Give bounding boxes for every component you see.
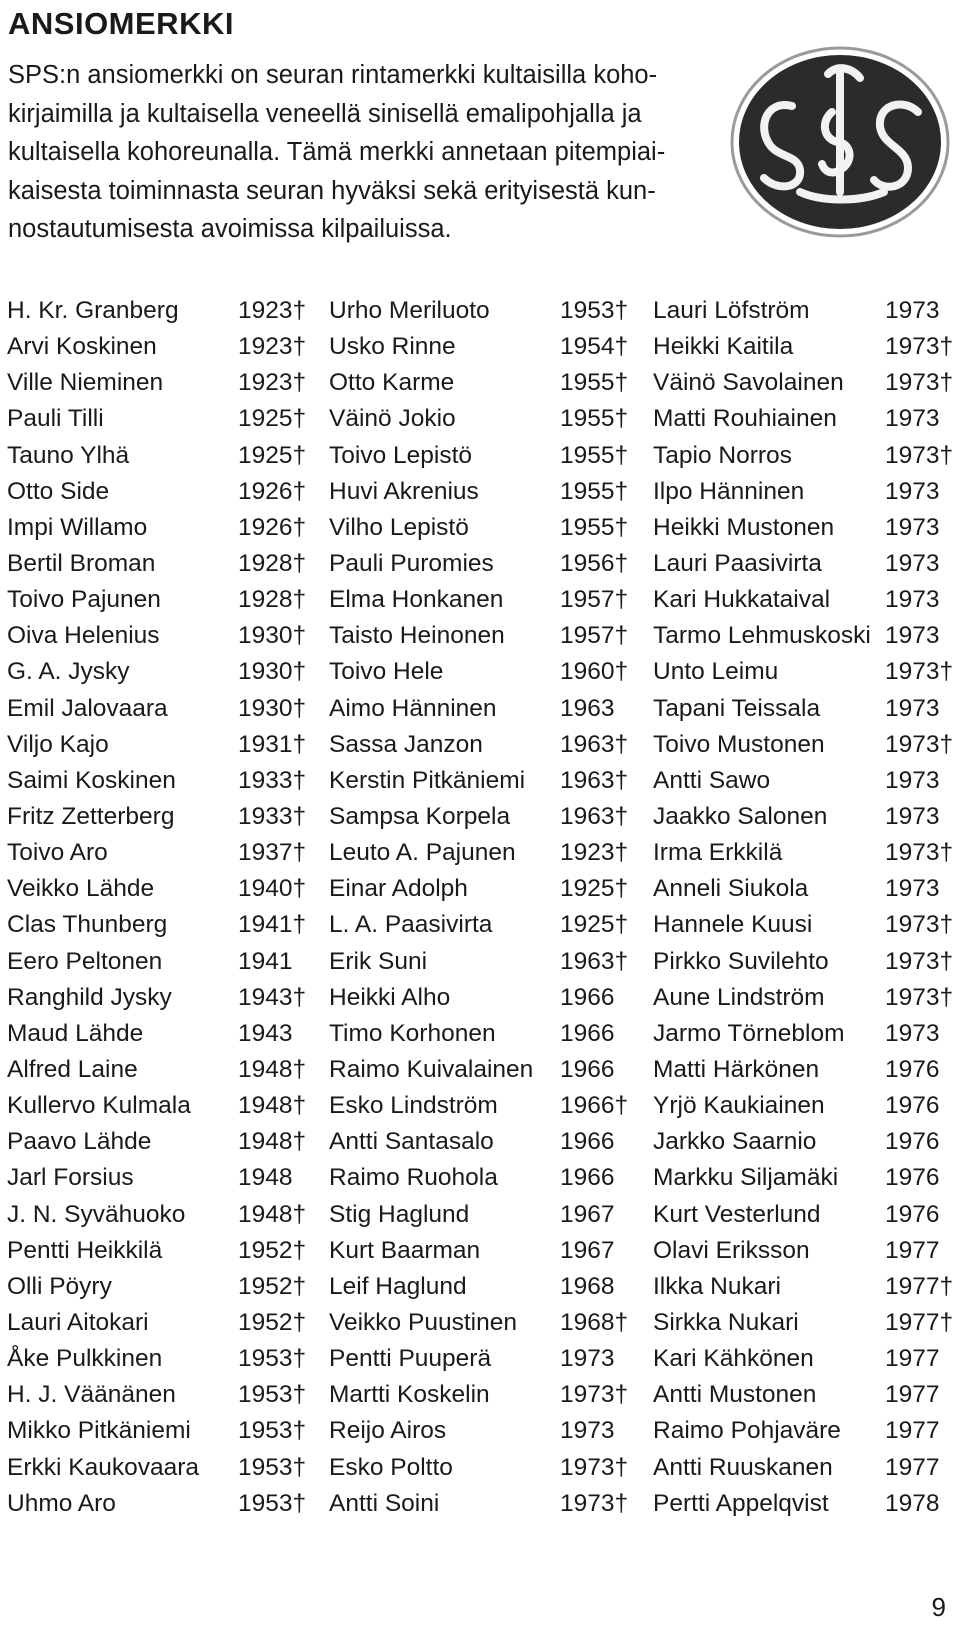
member-name: Olavi Eriksson <box>653 1236 810 1264</box>
member-year: 1941† <box>238 911 307 939</box>
member-year: 1925† <box>238 405 307 433</box>
member-name: Elma Honkanen <box>329 586 504 614</box>
member-name: Jarl Forsius <box>7 1164 134 1192</box>
member-name: Oiva Helenius <box>7 622 160 650</box>
member-name: Ville Nieminen <box>7 369 164 397</box>
page-heading: ANSIOMERKKI <box>8 6 234 41</box>
member-name: Antti Santasalo <box>329 1128 494 1156</box>
member-year: 1954† <box>560 333 629 361</box>
member-year: 1973† <box>560 1381 629 1409</box>
member-year: 1948† <box>238 1092 307 1120</box>
member-year: 1953† <box>238 1489 307 1517</box>
member-year: 1957† <box>560 586 629 614</box>
member-name: Olli Pöyry <box>7 1272 112 1300</box>
member-year: 1966† <box>560 1092 629 1120</box>
member-name: Kari Hukkataival <box>653 586 831 614</box>
member-name: Raimo Pohjaväre <box>653 1417 841 1445</box>
member-name: Väinö Savolainen <box>653 369 844 397</box>
member-name: Anneli Siukola <box>653 875 809 903</box>
member-year: 1930† <box>238 694 307 722</box>
member-year: 1963† <box>560 730 629 758</box>
member-year: 1928† <box>238 586 307 614</box>
member-year: 1973† <box>885 983 954 1011</box>
member-year: 1973† <box>885 911 954 939</box>
member-name: Pirkko Suvilehto <box>653 947 829 975</box>
member-year: 1967 <box>560 1236 615 1264</box>
member-name: Tauno Ylhä <box>7 441 130 469</box>
member-year: 1968† <box>560 1308 629 1336</box>
member-year: 1973 <box>885 1019 940 1047</box>
member-name: Emil Jalovaara <box>7 694 168 722</box>
member-year: 1952† <box>238 1272 307 1300</box>
member-year: 1973† <box>885 730 954 758</box>
club-emblem-icon <box>728 42 952 240</box>
member-year: 1977 <box>885 1381 940 1409</box>
member-name: Vilho Lepistö <box>329 513 469 541</box>
member-year: 1953† <box>238 1381 307 1409</box>
member-year: 1960† <box>560 658 629 686</box>
member-year: 1973 <box>885 586 940 614</box>
member-name: Matti Härkönen <box>653 1055 820 1083</box>
member-year: 1953† <box>238 1345 307 1373</box>
member-year: 1923† <box>238 369 307 397</box>
member-name: Pentti Puuperä <box>329 1345 492 1373</box>
member-year: 1973 <box>885 513 940 541</box>
member-year: 1973 <box>885 549 940 577</box>
member-year: 1966 <box>560 1164 615 1192</box>
member-year: 1925† <box>560 875 629 903</box>
member-name: Heikki Kaitila <box>653 333 794 361</box>
member-name: Irma Erkkilä <box>653 839 783 867</box>
intro-line: nostautumisesta avoimissa kilpailuissa. <box>8 215 452 243</box>
member-name: Matti Rouhiainen <box>653 405 837 433</box>
member-year: 1976 <box>885 1128 940 1156</box>
member-name: Raimo Ruohola <box>329 1164 498 1192</box>
member-year: 1956† <box>560 549 629 577</box>
member-name: Toivo Aro <box>7 839 108 867</box>
member-name: Usko Rinne <box>329 333 456 361</box>
member-year: 1933† <box>238 766 307 794</box>
member-name: Pauli Tilli <box>7 405 104 433</box>
member-name: J. N. Syvähuoko <box>7 1200 186 1228</box>
member-name: Jarkko Saarnio <box>653 1128 817 1156</box>
member-name: Antti Sawo <box>653 766 771 794</box>
member-year: 1931† <box>238 730 307 758</box>
member-year: 1966 <box>560 1055 615 1083</box>
member-year: 1940† <box>238 875 307 903</box>
member-name: Toivo Mustonen <box>653 730 825 758</box>
member-name: Kerstin Pitkäniemi <box>329 766 526 794</box>
member-year: 1923† <box>238 333 307 361</box>
member-year: 1957† <box>560 622 629 650</box>
member-name: L. A. Paasivirta <box>329 911 493 939</box>
member-name: Clas Thunberg <box>7 911 168 939</box>
member-year: 1928† <box>238 549 307 577</box>
member-year: 1948† <box>238 1200 307 1228</box>
member-year: 1955† <box>560 405 629 433</box>
member-year: 1973 <box>885 405 940 433</box>
member-year: 1973† <box>885 947 954 975</box>
member-year: 1923† <box>238 297 307 324</box>
member-name: Raimo Kuivalainen <box>329 1055 534 1083</box>
member-name: Paavo Lähde <box>7 1128 152 1156</box>
member-name: Maud Lähde <box>7 1019 144 1047</box>
member-year: 1976 <box>885 1092 940 1120</box>
member-year: 1925† <box>238 441 307 469</box>
member-name: Fritz Zetterberg <box>7 802 175 830</box>
member-year: 1977† <box>885 1272 954 1300</box>
member-name: Jarmo Törneblom <box>653 1019 845 1047</box>
member-name: Stig Haglund <box>329 1200 470 1228</box>
member-year: 1952† <box>238 1308 307 1336</box>
member-year: 1973 <box>885 766 940 794</box>
member-year: 1973† <box>885 369 954 397</box>
member-name: Väinö Jokio <box>329 405 456 433</box>
member-year: 1937† <box>238 839 307 867</box>
member-name: Pauli Puromies <box>329 549 494 577</box>
member-name: Mikko Pitkäniemi <box>7 1417 191 1445</box>
member-name: Einar Adolph <box>329 875 468 903</box>
member-name: Otto Karme <box>329 369 455 397</box>
member-name: Tarmo Lehmuskoski <box>653 622 871 650</box>
member-year: 1930† <box>238 658 307 686</box>
member-name: Heikki Mustonen <box>653 513 835 541</box>
member-name: Lauri Paasivirta <box>653 549 822 577</box>
member-name: Bertil Broman <box>7 549 156 577</box>
member-name: Kari Kähkönen <box>653 1345 814 1373</box>
intro-line: kirjaimilla ja kultaisella veneellä sinisellä emalipohjalla ja <box>8 99 642 128</box>
member-year: 1976 <box>885 1164 940 1192</box>
member-name: Antti Soini <box>329 1489 440 1517</box>
member-name: Toivo Lepistö <box>329 441 473 469</box>
member-name: Arvi Koskinen <box>7 333 157 361</box>
member-name: H. J. Väänänen <box>7 1381 176 1409</box>
member-name: Sirkka Nukari <box>653 1308 799 1336</box>
member-year: 1963† <box>560 766 629 794</box>
member-name: Yrjö Kaukiainen <box>653 1092 825 1120</box>
member-name: Toivo Hele <box>329 658 444 686</box>
member-name: Antti Ruuskanen <box>653 1453 833 1481</box>
member-year: 1977 <box>885 1345 940 1373</box>
member-name: Viljo Kajo <box>7 730 109 758</box>
member-name: Urho Meriluoto <box>329 297 490 324</box>
intro-line: kultaisella kohoreunalla. Tämä merkki annetaan pitempiai- <box>8 138 666 166</box>
member-year: 1943 <box>238 1019 293 1047</box>
member-name: Saimi Koskinen <box>7 766 176 794</box>
member-name: G. A. Jysky <box>7 658 130 686</box>
member-year: 1941 <box>238 947 293 975</box>
member-year: 1955† <box>560 513 629 541</box>
member-name: Veikko Lähde <box>7 875 155 903</box>
member-name: Otto Side <box>7 477 110 505</box>
member-name: Sassa Janzon <box>329 730 483 758</box>
member-year: 1976 <box>885 1200 940 1228</box>
member-year: 1955† <box>560 441 629 469</box>
member-year: 1973 <box>560 1345 615 1373</box>
member-year: 1973† <box>885 839 954 867</box>
member-year: 1966 <box>560 1128 615 1156</box>
member-year: 1977 <box>885 1236 940 1264</box>
member-year: 1948† <box>238 1055 307 1083</box>
member-name: Heikki Alho <box>329 983 451 1011</box>
member-year: 1977† <box>885 1308 954 1336</box>
member-name: Pertti Appelqvist <box>653 1489 829 1517</box>
member-year: 1967 <box>560 1200 615 1228</box>
page-number: 9 <box>931 1592 946 1622</box>
member-name: Leif Haglund <box>329 1272 467 1300</box>
member-year: 1973 <box>885 477 940 505</box>
member-name: Reijo Airos <box>329 1417 447 1445</box>
member-name: Alfred Laine <box>7 1055 138 1083</box>
member-name: Lauri Löfström <box>653 297 810 324</box>
member-name: Jaakko Salonen <box>653 802 828 830</box>
member-name: Leuto A. Pajunen <box>329 839 516 867</box>
member-year: 1973† <box>885 441 954 469</box>
intro-line: kaisesta toiminnasta seuran hyväksi sekä erityisestä kun- <box>8 176 656 205</box>
member-year: 1953† <box>238 1417 307 1445</box>
member-year: 1953† <box>560 297 629 324</box>
member-year: 1963 <box>560 694 615 722</box>
member-year: 1963† <box>560 947 629 975</box>
member-name: Esko Lindström <box>329 1092 498 1120</box>
member-year: 1973† <box>885 333 954 361</box>
member-year: 1953† <box>238 1453 307 1481</box>
member-year: 1923† <box>560 839 629 867</box>
member-year: 1968 <box>560 1272 615 1300</box>
member-year: 1973 <box>885 694 940 722</box>
member-year: 1976 <box>885 1055 940 1083</box>
member-name: Pentti Heikkilä <box>7 1236 163 1264</box>
member-year: 1948† <box>238 1128 307 1156</box>
member-name: Erik Suni <box>329 947 428 975</box>
member-name: Veikko Puustinen <box>329 1308 517 1336</box>
member-name: Kurt Baarman <box>329 1236 481 1264</box>
member-name: H. Kr. Granberg <box>7 297 179 324</box>
member-year: 1963† <box>560 802 629 830</box>
member-year: 1973† <box>560 1453 629 1481</box>
member-name: Tapani Teissala <box>653 694 821 722</box>
member-year: 1930† <box>238 622 307 650</box>
member-year: 1973† <box>560 1489 629 1517</box>
member-name: Uhmo Aro <box>7 1489 116 1517</box>
member-name: Antti Mustonen <box>653 1381 817 1409</box>
member-year: 1925† <box>560 911 629 939</box>
member-name: Åke Pulkkinen <box>7 1345 163 1373</box>
member-name: Aimo Hänninen <box>329 694 497 722</box>
member-year: 1952† <box>238 1236 307 1264</box>
member-year: 1973† <box>885 658 954 686</box>
member-year: 1943† <box>238 983 307 1011</box>
member-name: Taisto Heinonen <box>329 622 505 650</box>
member-name: Eero Peltonen <box>7 947 163 975</box>
member-name: Markku Siljamäki <box>653 1164 839 1192</box>
member-name: Unto Leimu <box>653 658 779 686</box>
member-name: Lauri Aitokari <box>7 1308 149 1336</box>
member-year: 1973 <box>885 622 940 650</box>
member-year: 1955† <box>560 477 629 505</box>
member-name: Toivo Pajunen <box>7 586 161 614</box>
member-name: Sampsa Korpela <box>329 802 511 830</box>
member-name: Hannele Kuusi <box>653 911 813 939</box>
member-year: 1977 <box>885 1453 940 1481</box>
member-name: Impi Willamo <box>7 513 148 541</box>
member-name: Kullervo Kulmala <box>7 1092 191 1120</box>
member-year: 1966 <box>560 983 615 1011</box>
member-name: Kurt Vesterlund <box>653 1200 821 1228</box>
member-year: 1977 <box>885 1417 940 1445</box>
member-name: Aune Lindström <box>653 983 825 1011</box>
member-year: 1973 <box>885 802 940 830</box>
member-name: Martti Koskelin <box>329 1381 490 1409</box>
member-year: 1926† <box>238 513 307 541</box>
member-name: Ranghild Jysky <box>7 983 172 1011</box>
member-year: 1926† <box>238 477 307 505</box>
member-name: Ilkka Nukari <box>653 1272 781 1300</box>
member-name: Huvi Akrenius <box>329 477 479 505</box>
member-name: Ilpo Hänninen <box>653 477 805 505</box>
member-year: 1973 <box>885 875 940 903</box>
member-year: 1966 <box>560 1019 615 1047</box>
member-year: 1973 <box>560 1417 615 1445</box>
member-year: 1978 <box>885 1489 940 1517</box>
member-year: 1973 <box>885 297 940 324</box>
member-year: 1955† <box>560 369 629 397</box>
member-year: 1933† <box>238 802 307 830</box>
member-name: Timo Korhonen <box>329 1019 496 1047</box>
intro-paragraph <box>8 56 708 249</box>
member-name: Esko Poltto <box>329 1453 453 1481</box>
member-name: Tapio Norros <box>653 441 792 469</box>
member-name: Erkki Kaukovaara <box>7 1453 200 1481</box>
intro-line: SPS:n ansiomerkki on seuran rintamerkki kultaisilla koho- <box>8 61 658 89</box>
member-year: 1948 <box>238 1164 293 1192</box>
